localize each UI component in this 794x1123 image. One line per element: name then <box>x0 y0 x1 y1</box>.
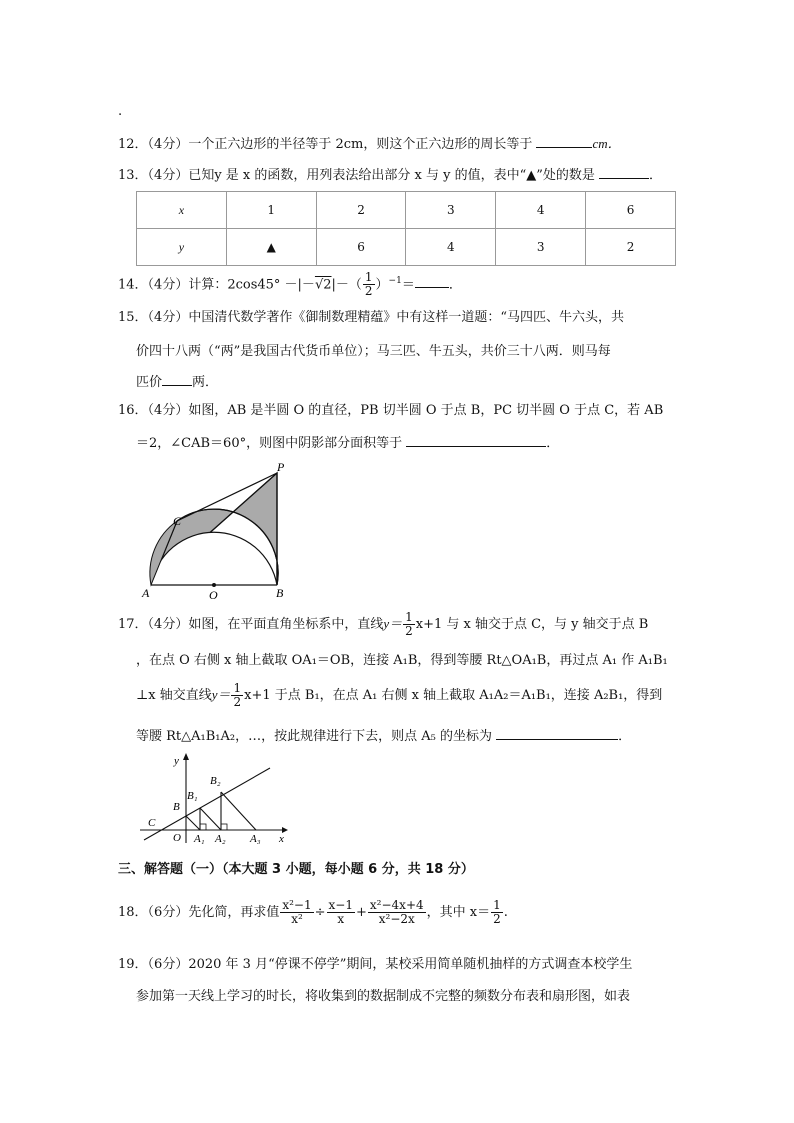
question-16-line1: 16．（4分）如图，AB 是半圆 O 的直径，PB 切半圆 O 于点 B，PC 切半圆 O 于点 C，若 AB <box>118 403 664 418</box>
segment-A2B1 <box>200 808 221 830</box>
xy-value-table <box>136 191 676 266</box>
label-B1: B₁ <box>187 790 198 802</box>
label-C: C <box>173 514 182 528</box>
question-13: 13．（4分）已知y 是 x 的函数，用列表法给出部分 x 与 y 的值，表中“▲”处的数是 ． <box>118 164 662 186</box>
question-15-line3: 匹价 两． <box>136 371 218 393</box>
question-16-line2: ＝2，∠CAB＝60°，则图中阴影部分面积等于 ． <box>136 432 559 454</box>
section-heading: 三、解答题（一）（本大题 3 小题，每小题 6 分，共 18 分） <box>118 862 474 877</box>
answer-blank <box>536 133 592 148</box>
question-14: 14．（4分）计算：2cos45° －|－√2|－（ $\frac{1}{2}$ ）$^{-1}$＝ ． <box>118 270 462 299</box>
question-17-line1: 17．（4分）如图，在平面直角坐标系中，直线y＝ $\frac{1}{2}$ x+1 与 x 轴交于点 C，与 y 轴交于点 B <box>118 610 649 638</box>
label-C: C <box>148 817 156 829</box>
label-B: B <box>173 801 180 813</box>
label-O: O <box>209 588 218 600</box>
fraction: $\frac{1}{2}$ <box>493 898 501 926</box>
fraction: $\frac{1}{2}$ <box>405 610 413 638</box>
label-P: P <box>277 460 285 474</box>
semicircle-figure <box>138 458 298 600</box>
label-A2: A₂ <box>215 833 226 845</box>
label-A1: A₁ <box>194 833 205 845</box>
line-graph <box>144 768 270 840</box>
question-17-line2: ，在点 O 右侧 x 轴上截取 OA₁＝OB，连接 A₁B，得到等腰 Rt△OA₁B，再过点 A₁ 作 A₁B₁ <box>136 653 668 668</box>
question-18: 18．（6分）先化简，再求值 $\frac{\text{x²−1}}{\text{x²}}$ ÷ $\frac{x-1}{x}$ + $\frac{\text{x²−4x+4}}{\text{x²−2x}}$ ，其中 x＝ $\frac{1}{2}$ . <box>118 898 508 926</box>
question-15-line1: 15．（4分）中国清代数学著作《御制数理精蕴》中有这样一道题：“马四匹、牛六头，共 <box>118 310 624 325</box>
question-19-line2: 参加第一天线上学习的时长，将收集到的数据制成不完整的频数分布表和扇形图，如表 <box>136 989 631 1004</box>
top-mark: . <box>118 104 123 119</box>
question-19-line1: 19．（6分）2020 年 3 月“停课不停学”期间，某校采用简单随机抽样的方式调查本校学生 <box>118 957 633 972</box>
label-O: O <box>173 832 181 844</box>
right-angle-mark <box>200 824 206 830</box>
table-row: x 1 2 3 4 6 <box>137 192 676 229</box>
answer-blank <box>162 371 192 386</box>
right-angle-mark <box>221 824 227 830</box>
answer-blank <box>599 164 649 179</box>
answer-blank <box>496 725 618 740</box>
question-17-line3: ⊥x 轴交直线y＝ $\frac{1}{2}$ x+1 于点 B₁，在点 A₁ 右侧 x 轴上截取 A₁A₂＝A₁B₁，连接 A₂B₁，得到 <box>136 681 663 709</box>
fraction: $\frac{\text{x²−4x+4}}{\text{x²−2x}}$ <box>369 898 424 926</box>
fraction: $\frac{x-1}{x}$ <box>328 898 353 926</box>
coordinate-figure <box>140 748 290 848</box>
question-17-line4: 等腰 Rt△A₁B₁A₂，…，按此规律进行下去，则点 A₅ 的坐标为 ． <box>136 725 631 747</box>
question-12: 12．（4分）一个正六边形的半径等于 2cm，则这个正六边形的周长等于 cm． <box>118 133 621 155</box>
fraction: $\frac{\text{x²−1}}{\text{x²}}$ <box>282 898 312 926</box>
fraction: $\frac{1}{2}$ <box>233 681 242 709</box>
answer-blank <box>415 273 449 288</box>
label-B2: B₂ <box>210 775 221 787</box>
segment-A1B <box>186 816 200 830</box>
fraction: $\frac{1}{2}$ <box>364 270 373 299</box>
question-15-line2: 价四十八两（“两”是我国古代货币单位）；马三匹、牛五头，共价三十八两．则马每 <box>136 344 611 359</box>
label-A: A <box>142 586 150 600</box>
y-axis-arrow <box>183 753 189 760</box>
label-B: B <box>276 586 284 600</box>
answer-blank <box>406 432 546 447</box>
center-point <box>212 583 216 587</box>
table-row: y ▲ 6 4 3 2 <box>137 229 676 266</box>
label-x: x <box>279 833 284 845</box>
label-y: y <box>174 755 179 767</box>
label-A3: A₃ <box>250 833 261 845</box>
